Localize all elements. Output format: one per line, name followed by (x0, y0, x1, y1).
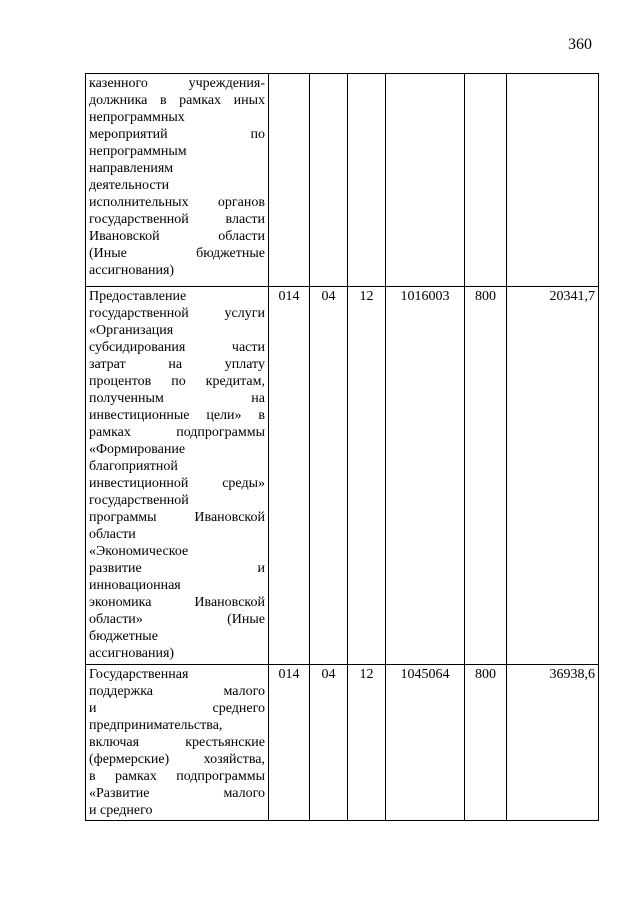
description-line: инвестиционной среды» (89, 476, 265, 491)
description-line: области (89, 527, 136, 542)
description-line: предпринимательства, (89, 718, 223, 733)
description-line: государственной власти (89, 212, 265, 227)
description-line: (фермерские) хозяйства, (89, 752, 265, 767)
ministry-code-cell: 014 (269, 287, 310, 665)
target-article-cell: 1045064 (386, 665, 465, 821)
description-line: казенного учреждения- (89, 76, 265, 91)
amount-cell (507, 74, 599, 287)
description-cell (86, 287, 269, 665)
description-line: благоприятной (89, 459, 178, 474)
description-cell (86, 665, 269, 821)
description-line: «Развитие малого (89, 786, 265, 801)
description-line: (Иные бюджетные (89, 246, 265, 261)
section-cell: 04 (310, 287, 348, 665)
subsection-cell (348, 74, 386, 287)
expense-type-cell (465, 74, 507, 287)
description-cell (86, 74, 269, 287)
description-line: и среднего (89, 803, 153, 818)
description-line: области» (Иные (89, 612, 265, 627)
description-line: рамках подпрограммы (89, 425, 265, 440)
description-line: «Формирование (89, 442, 186, 457)
description-line: затрат на уплату (89, 357, 265, 372)
description-line: Государственная (89, 667, 189, 682)
description-line: ассигнования) (89, 263, 175, 278)
table-row (86, 665, 599, 821)
description-line: государственной (89, 493, 189, 508)
description-line: должника в рамках иных (89, 93, 265, 108)
section-cell: 04 (310, 665, 348, 821)
description-line: деятельности (89, 178, 170, 193)
target-article-cell (386, 74, 465, 287)
description-line: «Экономическое (89, 544, 189, 559)
description-line: «Организация (89, 323, 174, 338)
description-line: Ивановской области (89, 229, 265, 244)
budget-table (85, 73, 599, 821)
description-line: направлениям (89, 161, 174, 176)
expense-type-cell: 800 (465, 665, 507, 821)
table-row (86, 287, 599, 665)
page-number: 360 (568, 36, 592, 53)
description-line: инновационная (89, 578, 181, 593)
amount-cell: 36938,6 (507, 665, 599, 821)
amount-cell: 20341,7 (507, 287, 599, 665)
description-line: программы Ивановской (89, 510, 265, 525)
description-line: процентов по кредитам, (89, 374, 265, 389)
description-line: развитие и (89, 561, 265, 576)
description-line: полученным на (89, 391, 265, 406)
description-line: исполнительных органов (89, 195, 265, 210)
subsection-cell: 12 (348, 287, 386, 665)
description-line: поддержка малого (89, 684, 265, 699)
description-line: экономика Ивановской (89, 595, 265, 610)
expense-type-cell: 800 (465, 287, 507, 665)
description-line: в рамках подпрограммы (89, 769, 265, 784)
ministry-code-cell (269, 74, 310, 287)
description-line: включая крестьянские (89, 735, 265, 750)
description-line: непрограммным (89, 144, 187, 159)
subsection-cell: 12 (348, 665, 386, 821)
description-line: бюджетные (89, 629, 158, 644)
description-line: непрограммных (89, 110, 185, 125)
section-cell (310, 74, 348, 287)
description-line: ассигнования) (89, 646, 175, 661)
description-line: Предоставление (89, 289, 187, 304)
target-article-cell: 1016003 (386, 287, 465, 665)
description-line: мероприятий по (89, 127, 265, 142)
description-line: инвестиционные цели» в (89, 408, 265, 423)
ministry-code-cell: 014 (269, 665, 310, 821)
table-row (86, 74, 599, 287)
description-line: и среднего (89, 701, 265, 716)
description-line: государственной услуги (89, 306, 265, 321)
description-line: субсидирования части (89, 340, 265, 355)
